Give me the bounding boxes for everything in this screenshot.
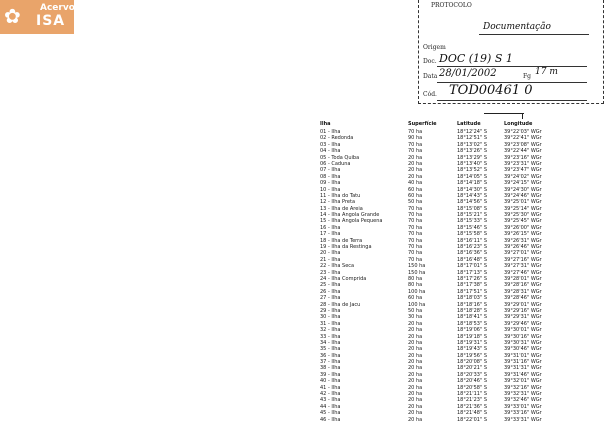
- cell-area: 20 ha: [408, 327, 423, 334]
- cell-name: 01 - Ilha: [320, 129, 341, 135]
- cell-lat: 18°17'51" S: [457, 288, 488, 295]
- cell-name: 21 - Ilha: [320, 256, 341, 263]
- cell-lon: 39°24'30" WGr: [504, 186, 542, 193]
- cell-area: 70 ha: [408, 141, 423, 148]
- cell-name: 04 - Ilha: [320, 148, 341, 155]
- cell-area: 70 ha: [408, 212, 423, 219]
- cell-name: 41 - Ilha: [320, 384, 341, 391]
- cell-lat: 18°18'53" S: [457, 320, 488, 327]
- cell-area: 20 ha: [408, 333, 423, 340]
- cell-area: 20 ha: [408, 403, 423, 410]
- cell-name: 08 - Ilha: [320, 173, 341, 180]
- stamp-code: TOD00461 0: [449, 83, 533, 98]
- cell-area: 70 ha: [408, 129, 423, 135]
- cell-lon: 39°27'01" WGr: [504, 250, 542, 257]
- cell-lon: 39°32'31" WGr: [504, 391, 542, 398]
- stamp-line: [437, 66, 587, 67]
- table-row: [320, 417, 616, 423]
- cell-lon: 39°23'16" WGr: [504, 154, 542, 161]
- header-lon: Longitude: [504, 121, 533, 127]
- stamp-handwritten-top: Documentação: [483, 22, 551, 32]
- cell-lon: 39°24'02" WGr: [504, 173, 542, 180]
- watermark-brand-main: ISA: [36, 13, 66, 29]
- cell-lat: 18°18'03" S: [457, 295, 488, 302]
- cell-lat: 18°15'58" S: [457, 231, 488, 238]
- cell-name: 42 - Ilha: [320, 391, 341, 398]
- header-name: Ilha: [320, 121, 331, 127]
- cell-name: 31 - Ilha: [320, 320, 341, 327]
- cell-lat: 18°19'18" S: [457, 333, 488, 340]
- cell-name: 22 - Ilha Seca: [320, 263, 355, 270]
- stamp-date: 28/01/2002: [439, 68, 497, 79]
- cell-area: 20 ha: [408, 384, 423, 391]
- cell-lon: 39°31'16" WGr: [504, 359, 542, 366]
- cell-area: 20 ha: [408, 167, 423, 174]
- cell-area: 100 ha: [408, 301, 426, 308]
- cell-lat: 18°15'46" S: [457, 224, 488, 231]
- cell-name: 07 - Ilha: [320, 167, 341, 174]
- cell-area: 150 ha: [408, 269, 426, 276]
- cell-lon: 39°28'01" WGr: [504, 275, 542, 282]
- cell-name: 37 - Ilha: [320, 359, 341, 366]
- cell-name: 13 - Ilha de Areia: [320, 205, 363, 212]
- cell-area: 80 ha: [408, 282, 423, 289]
- cell-name: 11 - Ilha do Tatu: [320, 192, 361, 199]
- cell-lat: 18°14'30" S: [457, 186, 488, 193]
- cell-lon: 39°27'46" WGr: [504, 269, 542, 276]
- cell-area: 20 ha: [408, 416, 423, 423]
- cell-name: 17 - Ilha: [320, 231, 341, 238]
- cell-area: 80 ha: [408, 275, 423, 282]
- cell-lat: 18°19'43" S: [457, 346, 488, 353]
- cell-area: 60 ha: [408, 192, 423, 199]
- cell-area: 20 ha: [408, 352, 423, 359]
- cell-name: 29 - Ilha: [320, 307, 341, 314]
- stamp-field-date: Data: [423, 73, 438, 80]
- stamp-header: PROTOCOLO: [431, 2, 472, 9]
- cell-lon: 39°31'46" WGr: [504, 371, 542, 378]
- cell-lat: 18°20'58" S: [457, 384, 488, 391]
- stamp-field-doc: Doc.: [423, 58, 437, 65]
- cell-area: 70 ha: [408, 205, 423, 212]
- cell-lon: 39°31'01" WGr: [504, 352, 542, 359]
- cell-name: 30 - Ilha: [320, 314, 341, 321]
- cell-lat: 18°14'05" S: [457, 173, 488, 180]
- protocol-stamp: [418, 0, 604, 104]
- cell-lat: 18°20'08" S: [457, 359, 488, 366]
- cell-lat: 18°21'48" S: [457, 410, 488, 417]
- cell-area: 70 ha: [408, 148, 423, 155]
- cell-lon: 39°33'31" WGr: [504, 416, 542, 423]
- cell-lat: 18°17'01" S: [457, 263, 488, 270]
- cell-area: 70 ha: [408, 256, 423, 263]
- cell-name: 45 - Ilha: [320, 410, 341, 417]
- cell-name: 28 - Ilha de Jacu: [320, 301, 361, 308]
- cell-lat: 18°19'06" S: [457, 327, 488, 334]
- cell-name: 43 - Ilha: [320, 397, 341, 404]
- stamp-line: [437, 100, 587, 101]
- cell-lon: 39°27'16" WGr: [504, 256, 542, 263]
- cell-lon: 39°25'14" WGr: [504, 205, 542, 212]
- cell-lat: 18°19'31" S: [457, 339, 488, 346]
- cell-lon: 39°25'30" WGr: [504, 212, 542, 219]
- cell-lat: 18°19'56" S: [457, 352, 488, 359]
- cell-name: 40 - Ilha: [320, 378, 341, 385]
- cell-lon: 39°28'46" WGr: [504, 295, 542, 302]
- cell-name: 25 - Ilha: [320, 282, 341, 289]
- cell-name: 32 - Ilha: [320, 327, 341, 334]
- cell-lon: 39°29'46" WGr: [504, 320, 542, 327]
- cell-lat: 18°20'33" S: [457, 371, 488, 378]
- cell-area: 90 ha: [408, 135, 423, 142]
- cell-lon: 39°33'16" WGr: [504, 410, 542, 417]
- cell-area: 20 ha: [408, 346, 423, 353]
- cell-name: 10 - Ilha: [320, 186, 341, 193]
- cell-lat: 18°18'28" S: [457, 307, 488, 314]
- cell-name: 34 - Ilha: [320, 339, 341, 346]
- cell-lat: 18°18'16" S: [457, 301, 488, 308]
- cell-area: 20 ha: [408, 154, 423, 161]
- cell-name: 39 - Ilha: [320, 371, 341, 378]
- cell-lat: 18°14'43" S: [457, 192, 488, 199]
- cell-name: 38 - Ilha: [320, 365, 341, 372]
- cell-lon: 39°24'15" WGr: [504, 180, 542, 187]
- cell-lat: 18°15'08" S: [457, 205, 488, 212]
- cell-lon: 39°26'00" WGr: [504, 224, 542, 231]
- cell-lat: 18°15'21" S: [457, 212, 488, 219]
- cell-lon: 39°30'46" WGr: [504, 346, 542, 353]
- cell-name: 33 - Ilha: [320, 333, 341, 340]
- cell-lon: 39°32'01" WGr: [504, 378, 542, 385]
- cell-name: 36 - Ilha: [320, 352, 341, 359]
- header-area: Superfície: [408, 121, 437, 127]
- cell-lon: 39°25'01" WGr: [504, 199, 542, 206]
- watermark-logo: [0, 0, 74, 34]
- cell-area: 20 ha: [408, 359, 423, 366]
- cell-lat: 18°17'38" S: [457, 282, 488, 289]
- cell-lat: 18°16'48" S: [457, 256, 488, 263]
- cell-name: 27 - Ilha: [320, 295, 341, 302]
- cell-area: 60 ha: [408, 295, 423, 302]
- cell-lat: 18°16'11" S: [457, 237, 488, 244]
- cell-area: 70 ha: [408, 237, 423, 244]
- cell-name: 35 - Ilha: [320, 346, 341, 353]
- cell-lon: 39°26'31" WGr: [504, 237, 542, 244]
- cell-lat: 18°13'29" S: [457, 154, 488, 161]
- cell-area: 70 ha: [408, 224, 423, 231]
- cell-lat: 18°20'46" S: [457, 378, 488, 385]
- cell-lat: 18°13'02" S: [457, 141, 488, 148]
- cell-lat: 18°12'24" S: [457, 129, 488, 135]
- cell-lat: 18°22'01" S: [457, 416, 488, 423]
- cell-lon: 39°26'15" WGr: [504, 231, 542, 238]
- cell-area: 20 ha: [408, 410, 423, 417]
- cell-lat: 18°14'18" S: [457, 180, 488, 187]
- cell-lon: 39°28'16" WGr: [504, 282, 542, 289]
- cell-area: 20 ha: [408, 160, 423, 167]
- cell-area: 20 ha: [408, 173, 423, 180]
- cell-area: 70 ha: [408, 250, 423, 257]
- cell-area: 20 ha: [408, 397, 423, 404]
- cell-lon: 39°23'08" WGr: [504, 141, 542, 148]
- cell-area: 40 ha: [408, 180, 423, 187]
- cell-area: 30 ha: [408, 314, 423, 321]
- cell-name: 24 - Ilha Comprida: [320, 275, 367, 282]
- cell-name: 46 - Ilha: [320, 416, 341, 423]
- cell-lon: 39°28'31" WGr: [504, 288, 542, 295]
- cell-lat: 18°20'21" S: [457, 365, 488, 372]
- cell-lat: 18°14'56" S: [457, 199, 488, 206]
- cell-name: 14 - Ilha Angola Grande: [320, 212, 380, 219]
- cell-name: 18 - Ilha de Terra: [320, 237, 363, 244]
- cell-name: 16 - Ilha: [320, 224, 341, 231]
- cell-lon: 39°22'41" WGr: [504, 135, 542, 142]
- cell-name: 44 - Ilha: [320, 403, 341, 410]
- cell-lat: 18°15'33" S: [457, 218, 488, 225]
- cell-lat: 18°13'40" S: [457, 160, 488, 167]
- cell-lon: 39°24'46" WGr: [504, 192, 542, 199]
- cell-lon: 39°30'16" WGr: [504, 333, 542, 340]
- cell-lat: 18°13'26" S: [457, 148, 488, 155]
- leaf-icon: ✿: [4, 4, 21, 28]
- cell-lon: 39°29'01" WGr: [504, 301, 542, 308]
- cell-lat: 18°16'36" S: [457, 250, 488, 257]
- cell-name: 23 - Ilha: [320, 269, 341, 276]
- header-lat: Latitude: [457, 121, 481, 127]
- cell-lon: 39°32'46" WGr: [504, 397, 542, 404]
- cell-area: 20 ha: [408, 320, 423, 327]
- cell-name: 05 - Toda Quiba: [320, 154, 360, 161]
- cell-area: 50 ha: [408, 307, 423, 314]
- cell-lon: 39°33'01" WGr: [504, 403, 542, 410]
- cell-name: 02 - Redonda: [320, 135, 354, 142]
- stamp-doc-code: DOC (19) S 1: [439, 52, 513, 65]
- cell-lon: 39°32'16" WGr: [504, 384, 542, 391]
- cell-area: 20 ha: [408, 371, 423, 378]
- stamp-field-code: Cód.: [423, 91, 437, 98]
- cell-area: 20 ha: [408, 378, 423, 385]
- cell-area: 100 ha: [408, 288, 426, 295]
- cell-area: 60 ha: [408, 186, 423, 193]
- cell-area: 150 ha: [408, 263, 426, 270]
- cell-name: 03 - Ilha: [320, 141, 341, 148]
- stamp-pages: 17 m: [535, 67, 558, 77]
- cell-area: 70 ha: [408, 218, 423, 225]
- table-body: [320, 129, 616, 423]
- cell-lat: 18°16'23" S: [457, 244, 488, 251]
- cell-area: 50 ha: [408, 199, 423, 206]
- cell-lat: 18°13'52" S: [457, 167, 488, 174]
- cell-name: 26 - Ilha: [320, 288, 341, 295]
- cell-lon: 39°27'31" WGr: [504, 263, 542, 270]
- stamp-pages-label: Fg: [523, 73, 532, 80]
- cell-lon: 39°23'31" WGr: [504, 160, 542, 167]
- cell-lon: 39°25'45" WGr: [504, 218, 542, 225]
- cell-area: 20 ha: [408, 391, 423, 398]
- watermark-brand-top: Acervo: [40, 3, 75, 13]
- cell-name: 20 - Ilha: [320, 250, 341, 257]
- cell-lon: 39°29'16" WGr: [504, 307, 542, 314]
- cell-lat: 18°12'51" S: [457, 135, 488, 142]
- cell-name: 12 - Ilha Preta: [320, 199, 356, 206]
- cell-lon: 39°30'31" WGr: [504, 339, 542, 346]
- cell-lon: 39°30'01" WGr: [504, 327, 542, 334]
- cell-lat: 18°21'11" S: [457, 391, 488, 398]
- cell-lon: 39°22'03" WGr: [504, 129, 542, 135]
- cell-name: 06 - Caduna: [320, 160, 351, 167]
- cell-lon: 39°29'31" WGr: [504, 314, 542, 321]
- cell-lat: 18°21'23" S: [457, 397, 488, 404]
- cell-name: 19 - Ilha da Restinga: [320, 244, 372, 251]
- cell-lon: 39°31'31" WGr: [504, 365, 542, 372]
- cell-name: 15 - Ilha Angola Pequena: [320, 218, 383, 225]
- cell-lon: 39°23'47" WGr: [504, 167, 542, 174]
- tick-mark: [484, 113, 524, 120]
- stamp-line: [479, 34, 589, 35]
- stamp-field-origin: Origem: [423, 44, 446, 51]
- cell-lat: 18°17'13" S: [457, 269, 488, 276]
- cell-area: 70 ha: [408, 244, 423, 251]
- cell-lon: 39°22'44" WGr: [504, 148, 542, 155]
- cell-lat: 18°17'26" S: [457, 275, 488, 282]
- cell-lon: 39°26'46" WGr: [504, 244, 542, 251]
- cell-area: 20 ha: [408, 339, 423, 346]
- cell-lat: 18°21'36" S: [457, 403, 488, 410]
- cell-area: 70 ha: [408, 231, 423, 238]
- cell-name: 09 - Ilha: [320, 180, 341, 187]
- cell-lat: 18°18'41" S: [457, 314, 488, 321]
- cell-area: 20 ha: [408, 365, 423, 372]
